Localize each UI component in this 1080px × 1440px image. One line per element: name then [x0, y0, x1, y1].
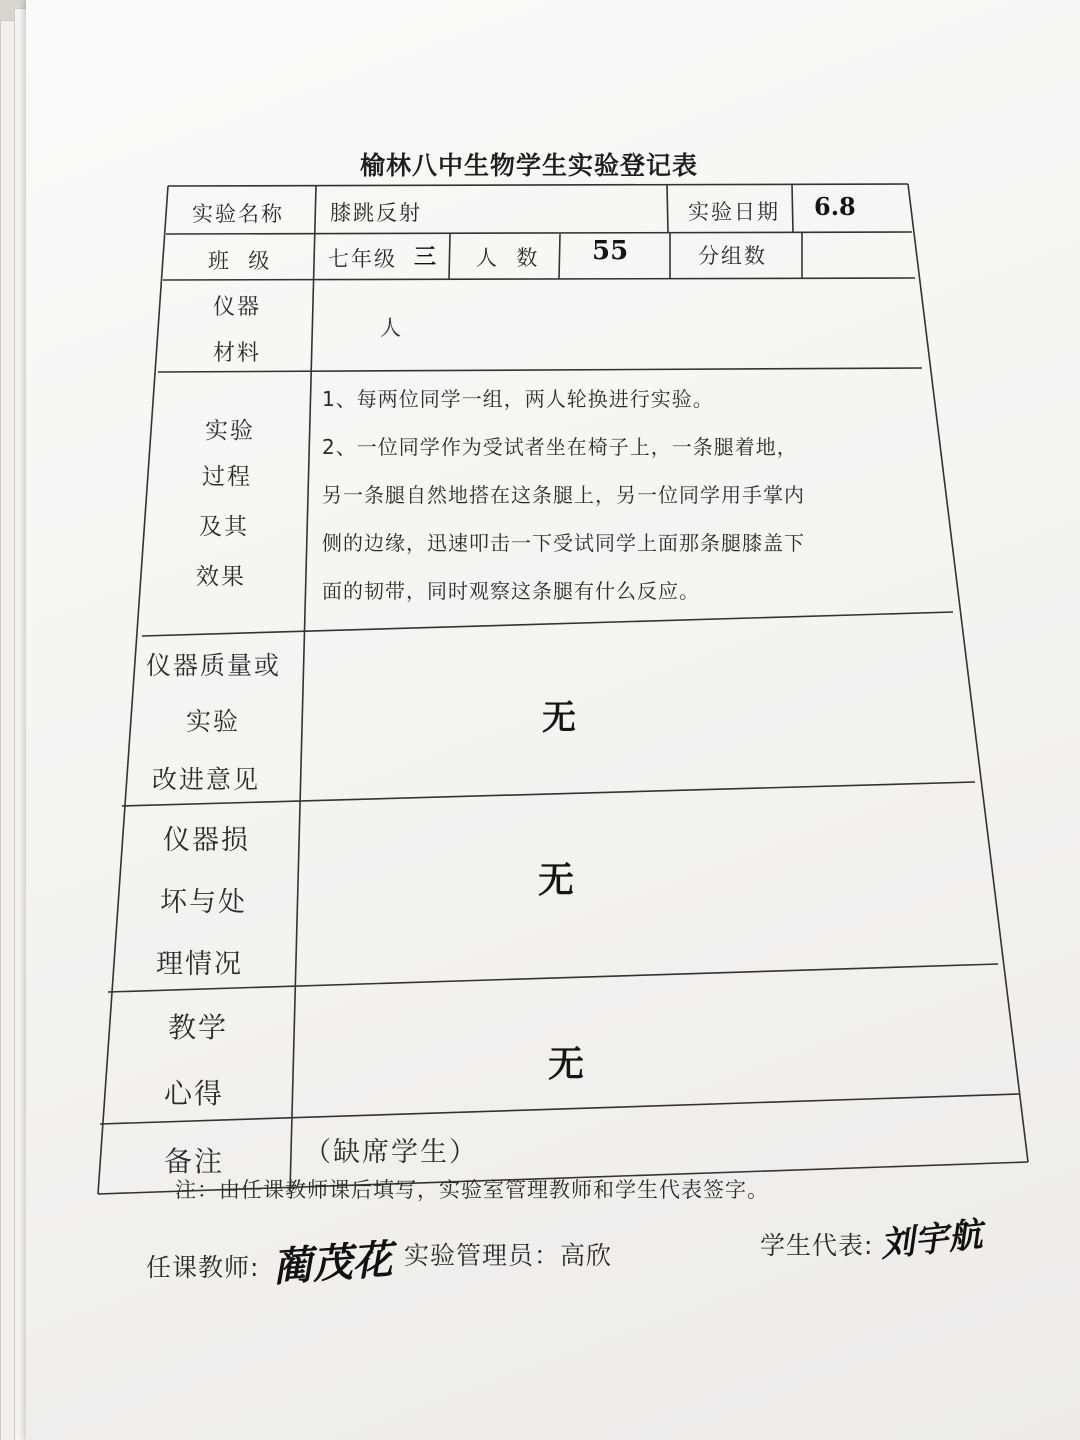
- teaching-label-line2: 心得: [164, 1077, 225, 1110]
- page-title: 榆林八中生物学生实验登记表: [360, 151, 699, 180]
- quality-value: 无: [542, 698, 576, 738]
- quality-label-line2: 实验: [186, 707, 241, 736]
- procedure-line: 面的韧带，同时观察这条腿有什么反应。: [322, 579, 700, 603]
- quality-label-line1: 仪器质量或: [146, 651, 282, 680]
- experiment-date-value: 6.8: [814, 192, 856, 221]
- damage-label-line2: 坏与处: [160, 887, 247, 918]
- class-number: 三: [414, 244, 437, 270]
- quality-label-line3: 改进意见: [152, 765, 261, 794]
- procedure-line: 另一条腿自然地搭在这条腿上，另一位同学用手掌内: [322, 483, 805, 507]
- procedure-line: 侧的边缘，迅速叩击一下受试同学上面那条腿膝盖下: [322, 531, 805, 555]
- teaching-label-line1: 教学: [168, 1011, 229, 1044]
- class-value: 七年级: [328, 247, 397, 271]
- remarks-label: 备注: [164, 1145, 225, 1178]
- group-count-label: 分组数: [698, 244, 767, 268]
- equipment-label-line1: 仪器: [213, 295, 262, 320]
- procedure-label-line4: 效果: [196, 564, 246, 590]
- lab-manager-label: 实验管理员：高欣: [404, 1241, 613, 1270]
- damage-value: 无: [538, 859, 575, 901]
- experiment-name-label: 实验名称: [192, 202, 284, 226]
- teacher-signature: 蔺茂花: [270, 1235, 394, 1292]
- student-rep-label: 学生代表:: [760, 1231, 874, 1260]
- equipment-label-line2: 材料: [213, 341, 262, 366]
- procedure-label-line3: 及其: [199, 514, 249, 540]
- damage-label-line1: 仪器损: [163, 825, 250, 856]
- footnote: 注：由任课教师课后填写，实验室管理教师和学生代表签字。: [175, 1178, 769, 1202]
- equipment-value: 人: [380, 316, 403, 340]
- procedure-text: [322, 375, 942, 615]
- procedure-line: 1、每两位同学一组，两人轮换进行实验。: [322, 387, 714, 411]
- procedure-label-line1: 实验: [205, 418, 255, 444]
- remarks-value: （缺席学生）: [304, 1137, 478, 1168]
- class-label: 班 级: [208, 249, 272, 273]
- experiment-name-value: 膝跳反射: [330, 201, 422, 225]
- experiment-date-label: 实验日期: [688, 200, 780, 224]
- damage-label-line3: 理情况: [156, 949, 243, 980]
- procedure-line: 2、一位同学作为受试者坐在椅子上，一条腿着地，: [322, 435, 798, 459]
- teaching-value: 无: [548, 1043, 585, 1085]
- student-count-label: 人 数: [476, 246, 540, 270]
- teacher-signature-label: 任课教师:: [146, 1253, 260, 1282]
- student-count-value: 55: [592, 236, 629, 266]
- procedure-label-line2: 过程: [202, 464, 252, 490]
- student-rep-signature: 刘宇航: [878, 1214, 985, 1266]
